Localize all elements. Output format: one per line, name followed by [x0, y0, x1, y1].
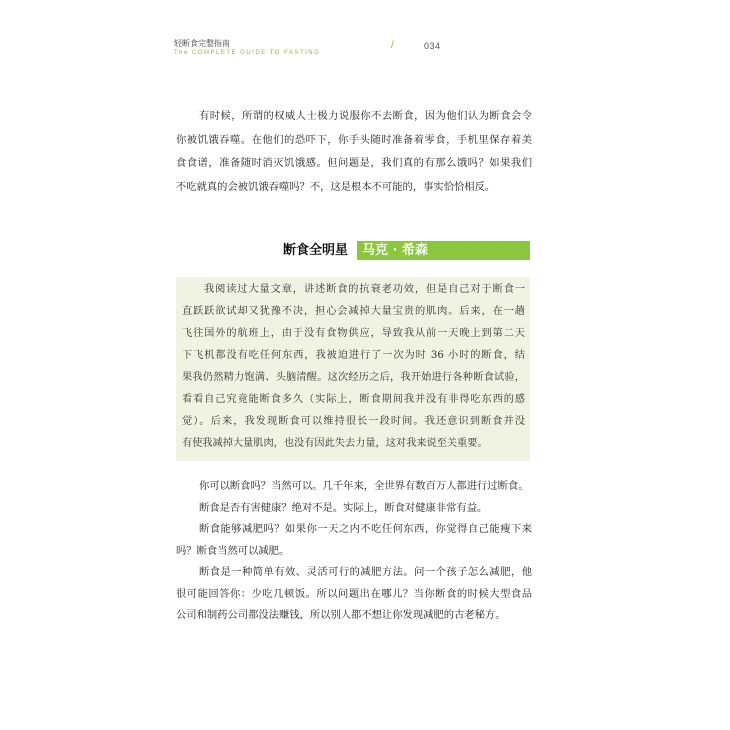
section-heading: 断食全明星 — [283, 243, 349, 258]
qa-paragraph — [176, 476, 532, 498]
page-number: 034 — [424, 41, 441, 51]
paragraph-line: 有时候，所谓的权威人士极力说服你不去断食，因为他们认为断食会令 — [199, 110, 532, 122]
paragraph-line: 断食是一种简单有效、灵活可行的减肥方法。问一个孩子怎么减肥，他 — [199, 566, 532, 578]
quote-line: 看看自己究竟能断食多久（实际上，断食期间我并没有非得吃东西的感 — [182, 394, 525, 405]
quote-line: 下飞机都没有吃任何东西，我被迫进行了一次为时 36 小时的断食，结 — [182, 350, 525, 361]
paragraph-line: 断食能够减肥吗？如果你一天之内不吃任何东西，你觉得自己能瘦下来 — [199, 523, 532, 535]
book-title-english: The COMPLETE GUIDE TO FASTING — [174, 50, 321, 56]
qa-paragraph — [176, 498, 532, 520]
quote-line: 有使我减掉大量肌肉，也没有因此失去力量，这对我来说至关重要。 — [182, 438, 488, 449]
paragraph-line: 很可能回答你：少吃几顿饭。所以问题出在哪儿？当你断食的时候大型食品 — [176, 587, 532, 600]
book-title-chinese: 轻断食完整指南 — [174, 39, 230, 48]
person-name: 马克 · 希森 — [362, 243, 428, 258]
paragraph-line: 食食谱，准备随时消灭饥饿感。但问题是，我们真的有那么饿吗？如果我们 — [176, 157, 532, 170]
paragraph-line: 不吃就真的会被饥饿吞噬吗？不，这是根本不可能的，事实恰恰相反。 — [176, 180, 496, 193]
quote-line: 飞往国外的航班上，由于没有食物供应，导致我从前一天晚上到第二天 — [182, 328, 525, 339]
qa-section — [176, 476, 532, 627]
quote-line: 果我仍然精力饱满、头脑清醒。这次经历之后，我开始进行各种断食试验， — [182, 372, 525, 383]
header-separator: / — [391, 40, 394, 51]
paragraph-line: 公司和制药公司都没法赚钱，所以别人都不想让你发现减肥的古老秘方。 — [176, 609, 506, 621]
feature-quote — [182, 279, 525, 455]
intro-paragraph — [176, 105, 532, 199]
qa-paragraph — [176, 519, 532, 562]
feature-box — [176, 277, 530, 461]
quote-line: 觉）。后来，我发现断食可以维持很长一段时间。我还意识到断食并没 — [182, 416, 525, 427]
paragraph-line: 断食是否有害健康？绝对不是。实际上，断食对健康非常有益。 — [199, 501, 488, 514]
quote-line: 直跃跃欲试却又犹豫不决，担心会减掉大量宝贵的肌肉。后来，在一趟 — [182, 306, 525, 317]
paragraph-line: 吗？断食当然可以减肥。 — [176, 544, 290, 557]
qa-paragraph — [176, 562, 532, 627]
paragraph-line: 你可以断食吗？当然可以。几千年来，全世界有数百万人都进行过断食。 — [199, 480, 529, 492]
paragraph-line: 你被饥饿吞噬。在他们的恐吓下，你手头随时准备着零食，手机里保存着美 — [176, 133, 532, 146]
name-banner — [357, 241, 530, 260]
quote-line: 我阅读过大量文章，讲述断食的抗衰老功效，但是自己对于断食一 — [204, 284, 525, 295]
